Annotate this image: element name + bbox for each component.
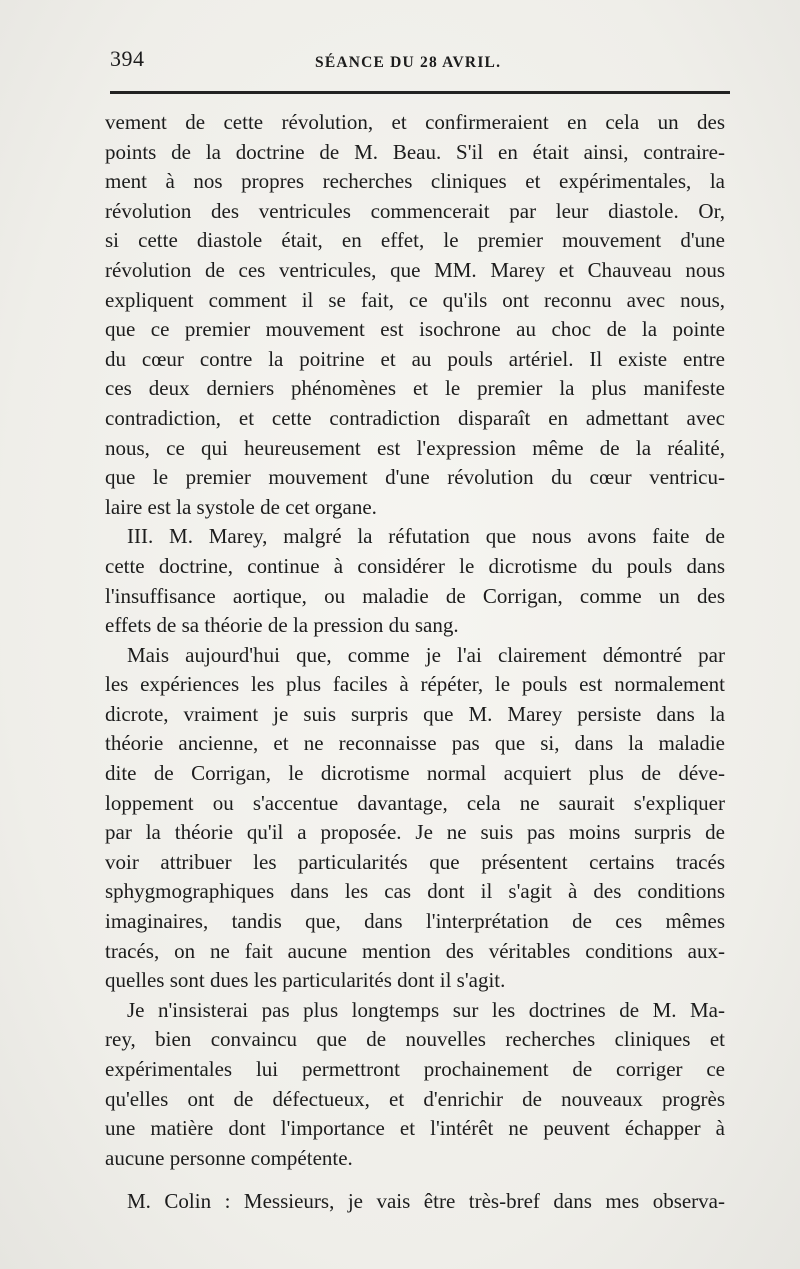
text-line: Je n'insisterai pas plus longtemps sur les doctrines de M. Ma- xyxy=(127,997,725,1022)
text-line: ment à nos propres recherches cliniques et expérimentales, la xyxy=(105,169,725,194)
text-line: nous, ce qui heureusement est l'expression même de la réalité, xyxy=(105,435,725,460)
text-line: dicrote, vraiment je suis surpris que M. Marey persiste dans la xyxy=(105,701,725,726)
text-line: expérimentales lui permettront prochainement de corriger ce xyxy=(105,1057,725,1081)
text-line: contradiction, et cette contradiction disparaît en admettant avec xyxy=(105,405,725,430)
text-line: tracés, on ne fait aucune mention des véritables conditions aux- xyxy=(105,938,725,963)
text-line: cette doctrine, continue à considérer le dicrotisme du pouls dans xyxy=(105,553,725,578)
text-line: ces deux derniers phénomènes et le premier la plus manifeste xyxy=(105,376,725,401)
text-line: quelles sont dues les particularités dont il s'agit. xyxy=(105,968,506,993)
text-line: révolution de ces ventricules, que MM. Marey et Chauveau nous xyxy=(105,257,725,282)
text-line: expliquent comment il se fait, ce qu'ils ont reconnu avec nous, xyxy=(105,287,725,312)
header-rule xyxy=(110,91,730,94)
text-line: III. M. Marey, malgré la réfutation que nous avons faite de xyxy=(127,524,725,549)
page-number: 394 xyxy=(110,46,145,71)
text-line: aucune personne compétente. xyxy=(105,1145,353,1170)
text-line: théorie ancienne, et ne reconnaisse pas que si, dans la maladie xyxy=(105,731,725,756)
text-line: vement de cette révolution, et confirmeraient en cela un des xyxy=(105,110,725,134)
body-text xyxy=(105,108,725,1217)
text-line: rey, bien convaincu que de nouvelles recherches cliniques et xyxy=(105,1027,725,1052)
text-line: points de la doctrine de M. Beau. S'il en était ainsi, contraire- xyxy=(105,139,725,164)
text-line: loppement ou s'accentue davantage, cela ne saurait s'expliquer xyxy=(105,790,725,815)
text-line: les expériences les plus faciles à répéter, le pouls est normalement xyxy=(105,672,725,697)
text-line: révolution des ventricules commencerait par leur diastole. Or, xyxy=(105,198,725,223)
text-line: dite de Corrigan, le dicrotisme normal acquiert plus de déve- xyxy=(105,761,725,786)
text-line: imaginaires, tandis que, dans l'interprétation de ces mêmes xyxy=(105,909,725,934)
text-line: effets de sa théorie de la pression du sang. xyxy=(105,613,459,638)
text-line: voir attribuer les particularités que présentent certains tracés xyxy=(105,849,725,874)
text-line: M. Colin : Messieurs, je vais être très-bref dans mes observa- xyxy=(127,1189,725,1214)
running-head: SÉANCE DU 28 AVRIL. xyxy=(315,54,502,71)
text-line: que le premier mouvement d'une révolution du cœur ventricu- xyxy=(105,465,725,490)
text-line: laire est la systole de cet organe. xyxy=(105,494,377,519)
page-header xyxy=(110,44,730,84)
text-line: une matière dont l'importance et l'intérêt ne peuvent échapper à xyxy=(105,1116,725,1141)
text-line: du cœur contre la poitrine et au pouls artériel. Il existe entre xyxy=(105,346,725,371)
text-line: sphygmographiques dans les cas dont il s'agit à des conditions xyxy=(105,879,725,904)
text-line: l'insuffisance aortique, ou maladie de Corrigan, comme un des xyxy=(105,583,725,608)
text-line: Mais aujourd'hui que, comme je l'ai clairement démontré par xyxy=(127,642,725,667)
text-line: que ce premier mouvement est isochrone au choc de la pointe xyxy=(105,317,725,342)
text-line: qu'elles ont de défectueux, et d'enrichir de nouveaux progrès xyxy=(105,1086,725,1111)
text-line: par la théorie qu'il a proposée. Je ne suis pas moins surpris de xyxy=(105,820,725,845)
text-line: si cette diastole était, en effet, le premier mouvement d'une xyxy=(105,228,725,253)
